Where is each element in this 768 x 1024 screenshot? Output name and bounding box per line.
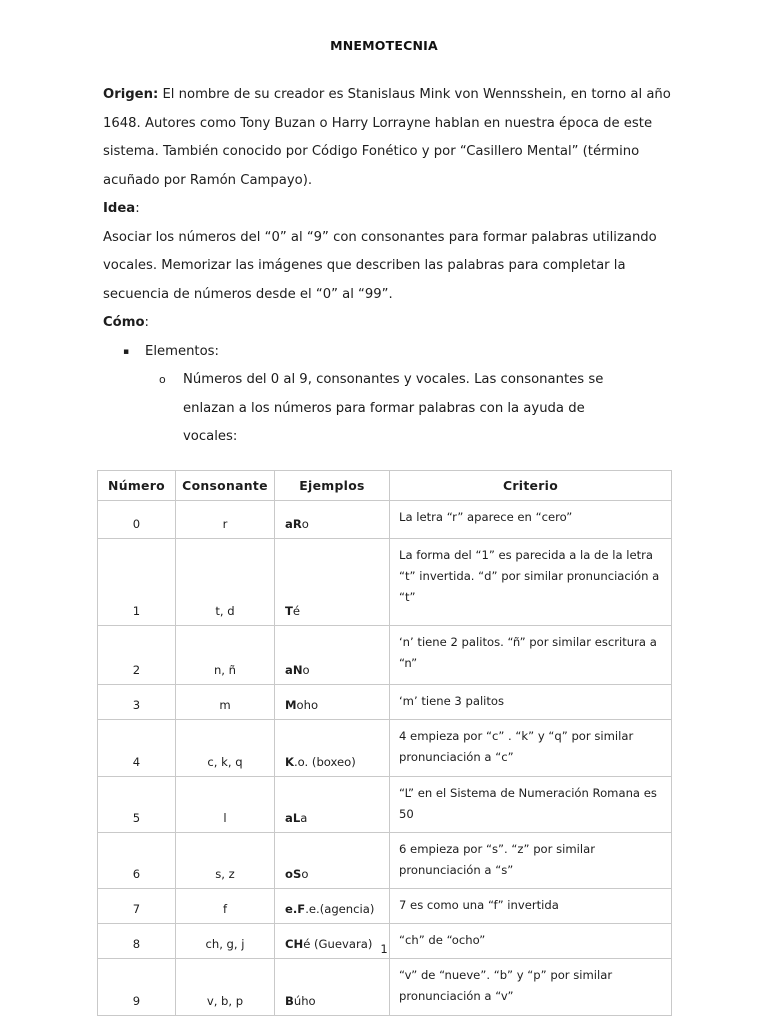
- cell-numero: 9: [98, 958, 176, 1015]
- origen-body: El nombre de su creador es Stanislaus Mink von Wennsshein, en torno al año 1648. Autores como Tony Buzan o Harry Lorrayne hablan en nuestra época de este sistema. También conocido por Código Fonético y por “Casillero Mental” (término acuñado por Ramón Campayo).: [103, 87, 671, 188]
- list-item-label: Elementos:: [145, 343, 219, 359]
- square-bullet-icon: ▪: [123, 346, 130, 357]
- cell-criterio: 7 es como una “f” invertida: [390, 888, 672, 923]
- heading-como: [103, 309, 671, 338]
- cell-ejemplo: [275, 625, 390, 684]
- cell-ejemplo-rest: é (Guevara): [303, 936, 373, 951]
- como-lead-suffix: :: [144, 315, 149, 330]
- cell-ejemplo-bold: aN: [285, 662, 303, 677]
- idea-lead: Idea: [103, 201, 136, 216]
- cell-criterio: La forma del “1” es parecida a la de la letra “t” invertida. “d” por similar pronunciación a “t”: [390, 538, 672, 625]
- table-body: [98, 500, 672, 1015]
- cell-ejemplo-rest: o: [301, 516, 309, 531]
- cell-consonante: f: [176, 888, 275, 923]
- column-header-criterio: Criterio: [390, 470, 672, 500]
- circle-bullet-icon: o: [159, 373, 166, 386]
- cell-ejemplo-bold: M: [285, 697, 297, 712]
- cell-numero: 4: [98, 719, 176, 776]
- cell-ejemplo: [275, 776, 390, 832]
- cell-consonante: n, ñ: [176, 625, 275, 684]
- cell-ejemplo: [275, 832, 390, 888]
- cell-consonante: m: [176, 684, 275, 719]
- cell-numero: 1: [98, 538, 176, 625]
- page-number: 1: [380, 942, 388, 956]
- cell-numero: 8: [98, 923, 176, 958]
- cell-ejemplo: [275, 719, 390, 776]
- cell-consonante: s, z: [176, 832, 275, 888]
- list-item-elementos: [123, 338, 671, 367]
- table-row: [98, 538, 672, 625]
- cell-criterio: ‘m’ tiene 3 palitos: [390, 684, 672, 719]
- cell-ejemplo-bold: K: [285, 754, 294, 769]
- table-row: [98, 719, 672, 776]
- table-row: [98, 832, 672, 888]
- list-item-numeros: [159, 366, 671, 452]
- cell-numero: 2: [98, 625, 176, 684]
- cell-criterio: “L” en el Sistema de Numeración Romana es 50: [390, 776, 672, 832]
- cell-consonante: r: [176, 500, 275, 538]
- table-header-row: [98, 470, 672, 500]
- paragraph-origen: [103, 81, 671, 195]
- table-row: [98, 625, 672, 684]
- cell-ejemplo: [275, 888, 390, 923]
- cell-ejemplo-rest: .e.(agencia): [305, 901, 375, 916]
- cell-ejemplo-bold: oS: [285, 866, 302, 881]
- paragraph-idea: Asociar los números del “0” al “9” con consonantes para formar palabras utilizando vocales. Memorizar las imágenes que describen las palabras para completar la secuencia de números desde el “0” al “99”.: [103, 229, 657, 302]
- cell-ejemplo-rest: úho: [293, 993, 316, 1008]
- cell-criterio: 6 empieza por “s”. “z” por similar pronunciación a “s”: [390, 832, 672, 888]
- cell-numero: 3: [98, 684, 176, 719]
- cell-ejemplo-bold: aL: [285, 810, 301, 825]
- cell-numero: 5: [98, 776, 176, 832]
- cell-criterio: ‘n’ tiene 2 palitos. “ñ” por similar escritura a “n”: [390, 625, 672, 684]
- cell-ejemplo-rest: é: [292, 603, 301, 618]
- table-row: [98, 958, 672, 1015]
- cell-consonante: t, d: [176, 538, 275, 625]
- cell-ejemplo-rest: o: [301, 866, 309, 881]
- como-lead: Cómo: [103, 315, 145, 330]
- table-row: [98, 888, 672, 923]
- column-header-ejemplos: Ejemplos: [275, 470, 390, 500]
- idea-lead-suffix: :: [135, 201, 140, 216]
- cell-ejemplo: [275, 684, 390, 719]
- cell-ejemplo-bold: e.F: [285, 901, 306, 916]
- cell-numero: 7: [98, 888, 176, 923]
- cell-consonante: v, b, p: [176, 958, 275, 1015]
- cell-ejemplo-rest: oho: [296, 697, 319, 712]
- cell-numero: 0: [98, 500, 176, 538]
- cell-criterio: “v” de “nueve”. “b” y “p” por similar pronunciación a “v”: [390, 958, 672, 1015]
- mnemonic-table: [97, 470, 672, 1016]
- cell-ejemplo: [275, 958, 390, 1015]
- column-header-numero: Número: [98, 470, 176, 500]
- origen-lead: Origen:: [103, 87, 159, 102]
- document-content: [97, 38, 671, 1016]
- cell-ejemplo-bold: aR: [285, 516, 302, 531]
- cell-criterio: La letra “r” aparece en “cero”: [390, 500, 672, 538]
- page-title: MNEMOTECNIA: [330, 38, 438, 53]
- cell-ejemplo: [275, 538, 390, 625]
- cell-criterio: “ch” de “ocho”: [390, 923, 672, 958]
- column-header-consonante: Consonante: [176, 470, 275, 500]
- cell-criterio: 4 empieza por “c” . “k” y “q” por similar pronunciación a “c”: [390, 719, 672, 776]
- cell-ejemplo-bold: CH: [285, 936, 304, 951]
- cell-ejemplo-rest: o: [302, 662, 310, 677]
- table-row: [98, 776, 672, 832]
- table-row: [98, 500, 672, 538]
- cell-ejemplo-bold: B: [285, 993, 294, 1008]
- heading-idea: [103, 195, 671, 224]
- cell-consonante: c, k, q: [176, 719, 275, 776]
- cell-numero: 6: [98, 832, 176, 888]
- cell-consonante: l: [176, 776, 275, 832]
- table-row: [98, 684, 672, 719]
- cell-ejemplo: [275, 500, 390, 538]
- cell-consonante: ch, g, j: [176, 923, 275, 958]
- cell-ejemplo-rest: a: [300, 810, 308, 825]
- list-item-label: Números del 0 al 9, consonantes y vocales. Las consonantes se enlazan a los números para formar palabras con la ayuda de vocales:: [183, 372, 604, 444]
- cell-ejemplo-rest: .o. (boxeo): [293, 754, 356, 769]
- cell-ejemplo-bold: T: [285, 603, 293, 618]
